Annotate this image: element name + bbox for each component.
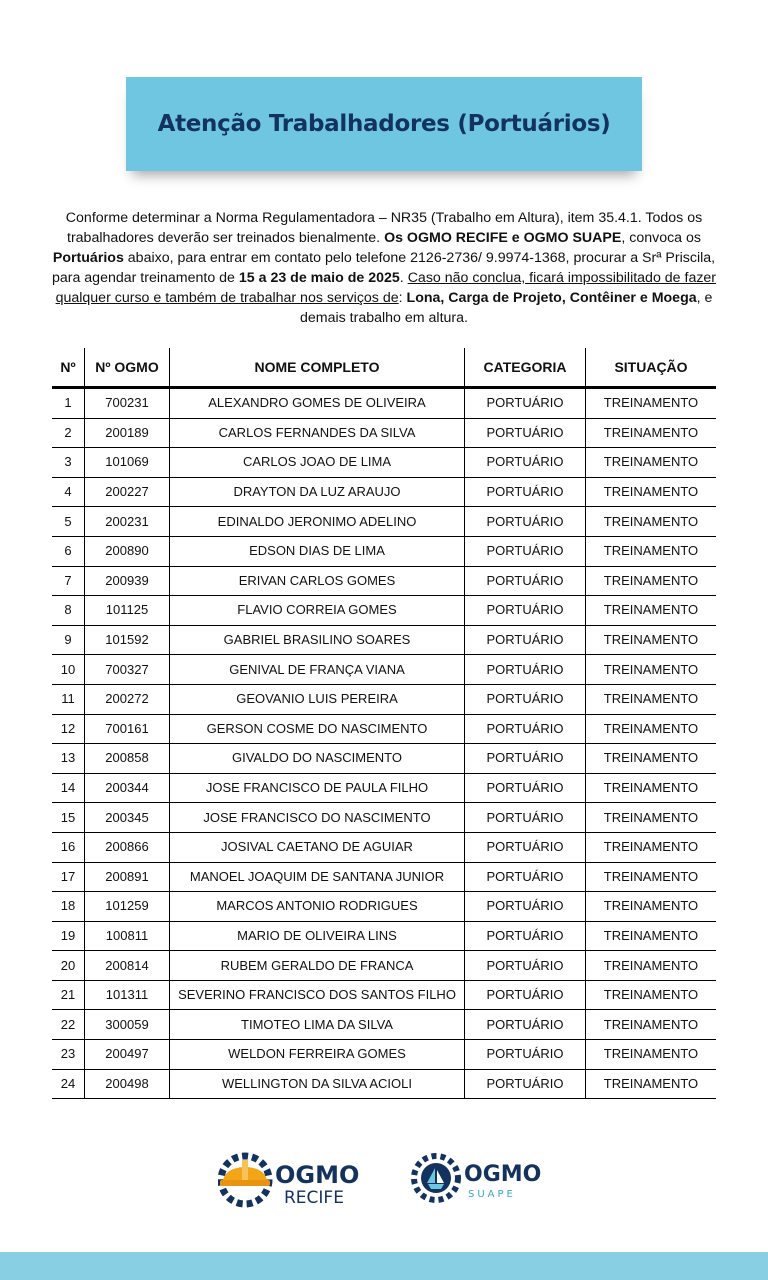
cell-ogmo-id: 200227 — [85, 477, 170, 507]
table-row — [52, 655, 716, 685]
cell-ogmo-id: 200272 — [85, 684, 170, 714]
cell-ogmo-id: 101592 — [85, 625, 170, 655]
table-row — [52, 507, 716, 537]
intro-text-5: : — [398, 290, 407, 306]
cell-full-name: CARLOS FERNANDES DA SILVA — [170, 418, 465, 448]
cell-ogmo-id: 101259 — [85, 892, 170, 922]
cell-number: 3 — [52, 448, 85, 478]
cell-number: 16 — [52, 832, 85, 862]
page-title: Atenção Trabalhadores (Portuários) — [157, 111, 611, 137]
table-row — [52, 803, 716, 833]
cell-situation: TREINAMENTO — [586, 921, 717, 951]
cell-ogmo-id: 700327 — [85, 655, 170, 685]
cell-ogmo-id: 200939 — [85, 566, 170, 596]
table-row — [52, 1010, 716, 1040]
cell-number: 22 — [52, 1010, 85, 1040]
cell-full-name: GIVALDO DO NASCIMENTO — [170, 744, 465, 774]
cell-situation: TREINAMENTO — [586, 655, 717, 685]
table-row — [52, 1040, 716, 1070]
cell-number: 1 — [52, 388, 85, 419]
intro-bold-dates: 15 a 23 de maio de 2025 — [238, 270, 400, 286]
cell-ogmo-id: 200189 — [85, 418, 170, 448]
cell-number: 4 — [52, 477, 85, 507]
cell-full-name: GERSON COSME DO NASCIMENTO — [170, 714, 465, 744]
table-row — [52, 1069, 716, 1099]
cell-full-name: TIMOTEO LIMA DA SILVA — [170, 1010, 465, 1040]
ogmo-suape-logo — [410, 1152, 550, 1206]
cell-full-name: ALEXANDRO GOMES DE OLIVEIRA — [170, 388, 465, 419]
cell-full-name: DRAYTON DA LUZ ARAUJO — [170, 477, 465, 507]
table-row — [52, 536, 716, 566]
cell-full-name: WELDON FERREIRA GOMES — [170, 1040, 465, 1070]
cell-situation: TREINAMENTO — [586, 714, 717, 744]
cell-ogmo-id: 200891 — [85, 862, 170, 892]
cell-situation: TREINAMENTO — [586, 1010, 717, 1040]
intro-text-3: abaixo, para entrar em contato pelo telefone 2126-2736/ 9.9974-1368, procurar a Srª Priscila, para agendar treinamento de — [51, 250, 716, 286]
table-row — [52, 714, 716, 744]
cell-category: PORTUÁRIO — [465, 892, 586, 922]
cell-number: 8 — [52, 596, 85, 626]
table-row — [52, 951, 716, 981]
cell-number: 9 — [52, 625, 85, 655]
recife-logo-sub: RECIFE — [284, 1188, 344, 1208]
table-row — [52, 892, 716, 922]
cell-ogmo-id: 300059 — [85, 1010, 170, 1040]
cell-situation: TREINAMENTO — [586, 1040, 717, 1070]
cell-ogmo-id: 200866 — [85, 832, 170, 862]
cell-number: 2 — [52, 418, 85, 448]
cell-category: PORTUÁRIO — [465, 951, 586, 981]
table-row — [52, 418, 716, 448]
table-row — [52, 448, 716, 478]
cell-situation: TREINAMENTO — [586, 832, 717, 862]
intro-paragraph — [40, 208, 728, 328]
cell-full-name: MANOEL JOAQUIM DE SANTANA JUNIOR — [170, 862, 465, 892]
cell-full-name: ERIVAN CARLOS GOMES — [170, 566, 465, 596]
workers-table — [52, 348, 716, 1099]
cell-category: PORTUÁRIO — [465, 862, 586, 892]
cell-category: PORTUÁRIO — [465, 714, 586, 744]
cell-situation: TREINAMENTO — [586, 596, 717, 626]
cell-category: PORTUÁRIO — [465, 536, 586, 566]
intro-bold-services: Lona, Carga de Projeto, Contêiner e Moega — [406, 290, 697, 306]
cell-number: 14 — [52, 773, 85, 803]
table-row — [52, 832, 716, 862]
cell-ogmo-id: 200231 — [85, 507, 170, 537]
table-row — [52, 921, 716, 951]
cell-full-name: GEOVANIO LUIS PEREIRA — [170, 684, 465, 714]
cell-ogmo-id: 200498 — [85, 1069, 170, 1099]
intro-text-4: . — [399, 270, 408, 286]
cell-situation: TREINAMENTO — [586, 477, 717, 507]
table-row — [52, 477, 716, 507]
suape-logo-name: OGMO — [464, 1162, 542, 1187]
cell-category: PORTUÁRIO — [465, 625, 586, 655]
cell-ogmo-id: 100811 — [85, 921, 170, 951]
cell-category: PORTUÁRIO — [465, 832, 586, 862]
table-row — [52, 596, 716, 626]
title-banner — [126, 77, 642, 171]
cell-ogmo-id: 101069 — [85, 448, 170, 478]
cell-situation: TREINAMENTO — [586, 951, 717, 981]
table-row — [52, 980, 716, 1010]
cell-situation: TREINAMENTO — [586, 980, 717, 1010]
table-row — [52, 773, 716, 803]
cell-ogmo-id: 700161 — [85, 714, 170, 744]
cell-situation: TREINAMENTO — [586, 1069, 717, 1099]
cell-category: PORTUÁRIO — [465, 980, 586, 1010]
table-header-row — [52, 348, 716, 388]
cell-category: PORTUÁRIO — [465, 773, 586, 803]
cell-number: 21 — [52, 980, 85, 1010]
cell-full-name: EDINALDO JERONIMO ADELINO — [170, 507, 465, 537]
cell-ogmo-id: 700231 — [85, 388, 170, 419]
cell-ogmo-id: 101125 — [85, 596, 170, 626]
cell-ogmo-id: 200345 — [85, 803, 170, 833]
cell-number: 23 — [52, 1040, 85, 1070]
cell-situation: TREINAMENTO — [586, 388, 717, 419]
table-row — [52, 862, 716, 892]
cell-number: 10 — [52, 655, 85, 685]
cell-full-name: JOSIVAL CAETANO DE AGUIAR — [170, 832, 465, 862]
cell-number: 24 — [52, 1069, 85, 1099]
cell-number: 19 — [52, 921, 85, 951]
cell-number: 13 — [52, 744, 85, 774]
recife-logo-name: OGMO — [275, 1161, 360, 1189]
cell-number: 11 — [52, 684, 85, 714]
cell-situation: TREINAMENTO — [586, 507, 717, 537]
intro-bold-organizations: Os OGMO RECIFE e OGMO SUAPE — [384, 230, 622, 246]
cell-category: PORTUÁRIO — [465, 596, 586, 626]
header-situation: SITUAÇÃO — [586, 348, 717, 388]
cell-situation: TREINAMENTO — [586, 625, 717, 655]
cell-category: PORTUÁRIO — [465, 1069, 586, 1099]
cell-situation: TREINAMENTO — [586, 448, 717, 478]
cell-full-name: GENIVAL DE FRANÇA VIANA — [170, 655, 465, 685]
intro-text-2: , convoca os — [621, 230, 701, 246]
header-number: Nº — [52, 348, 85, 388]
cell-situation: TREINAMENTO — [586, 418, 717, 448]
cell-category: PORTUÁRIO — [465, 803, 586, 833]
cell-number: 20 — [52, 951, 85, 981]
cell-situation: TREINAMENTO — [586, 803, 717, 833]
cell-category: PORTUÁRIO — [465, 655, 586, 685]
cell-situation: TREINAMENTO — [586, 862, 717, 892]
cell-ogmo-id: 200344 — [85, 773, 170, 803]
cell-category: PORTUÁRIO — [465, 388, 586, 419]
cell-ogmo-id: 200814 — [85, 951, 170, 981]
intro-text-1: Conforme determinar a Norma Regulamentadora – NR35 (Trabalho em Altura), item 35.4.1. Todos os trabalhadores deverão ser treinados bienalmente. — [65, 210, 703, 246]
bottom-bar — [0, 1252, 768, 1280]
cell-ogmo-id: 200890 — [85, 536, 170, 566]
cell-number: 15 — [52, 803, 85, 833]
cell-number: 5 — [52, 507, 85, 537]
cell-full-name: MARIO DE OLIVEIRA LINS — [170, 921, 465, 951]
footer-logos — [0, 1148, 768, 1208]
cell-full-name: WELLINGTON DA SILVA ACIOLI — [170, 1069, 465, 1099]
cell-full-name: RUBEM GERALDO DE FRANCA — [170, 951, 465, 981]
ship-wheel-icon — [410, 1152, 550, 1206]
cell-category: PORTUÁRIO — [465, 507, 586, 537]
cell-full-name: EDSON DIAS DE LIMA — [170, 536, 465, 566]
intro-bold-portuarios: Portuários — [52, 250, 124, 266]
cell-ogmo-id: 200858 — [85, 744, 170, 774]
cell-full-name: JOSE FRANCISCO DE PAULA FILHO — [170, 773, 465, 803]
suape-logo-sub: SUAPE — [468, 1189, 516, 1200]
cell-full-name: SEVERINO FRANCISCO DOS SANTOS FILHO — [170, 980, 465, 1010]
cell-category: PORTUÁRIO — [465, 1010, 586, 1040]
cell-ogmo-id: 200497 — [85, 1040, 170, 1070]
cell-category: PORTUÁRIO — [465, 477, 586, 507]
header-full-name: NOME COMPLETO — [170, 348, 465, 388]
table-row — [52, 684, 716, 714]
cell-category: PORTUÁRIO — [465, 921, 586, 951]
cell-ogmo-id: 101311 — [85, 980, 170, 1010]
cell-situation: TREINAMENTO — [586, 744, 717, 774]
cell-situation: TREINAMENTO — [586, 566, 717, 596]
cell-category: PORTUÁRIO — [465, 1040, 586, 1070]
helmet-gear-icon — [218, 1148, 368, 1208]
cell-number: 18 — [52, 892, 85, 922]
cell-full-name: MARCOS ANTONIO RODRIGUES — [170, 892, 465, 922]
cell-number: 6 — [52, 536, 85, 566]
table-row — [52, 625, 716, 655]
cell-category: PORTUÁRIO — [465, 418, 586, 448]
cell-full-name: CARLOS JOAO DE LIMA — [170, 448, 465, 478]
cell-category: PORTUÁRIO — [465, 684, 586, 714]
cell-category: PORTUÁRIO — [465, 744, 586, 774]
cell-category: PORTUÁRIO — [465, 448, 586, 478]
table-row — [52, 744, 716, 774]
cell-situation: TREINAMENTO — [586, 892, 717, 922]
cell-full-name: JOSE FRANCISCO DO NASCIMENTO — [170, 803, 465, 833]
header-category: CATEGORIA — [465, 348, 586, 388]
cell-situation: TREINAMENTO — [586, 773, 717, 803]
cell-situation: TREINAMENTO — [586, 684, 717, 714]
header-ogmo-id: Nº OGMO — [85, 348, 170, 388]
intro-underlined-warning: Caso não conclua, ficará impossibilitado de fazer qualquer curso e também de trabalhar nos serviços de — [55, 270, 717, 306]
cell-full-name: FLAVIO CORREIA GOMES — [170, 596, 465, 626]
intro-text-6: , e demais trabalho em altura. — [300, 290, 713, 326]
cell-category: PORTUÁRIO — [465, 566, 586, 596]
table-row — [52, 388, 716, 419]
cell-number: 17 — [52, 862, 85, 892]
cell-number: 7 — [52, 566, 85, 596]
table-row — [52, 566, 716, 596]
cell-full-name: GABRIEL BRASILINO SOARES — [170, 625, 465, 655]
cell-situation: TREINAMENTO — [586, 536, 717, 566]
cell-number: 12 — [52, 714, 85, 744]
ogmo-recife-logo — [218, 1148, 368, 1208]
